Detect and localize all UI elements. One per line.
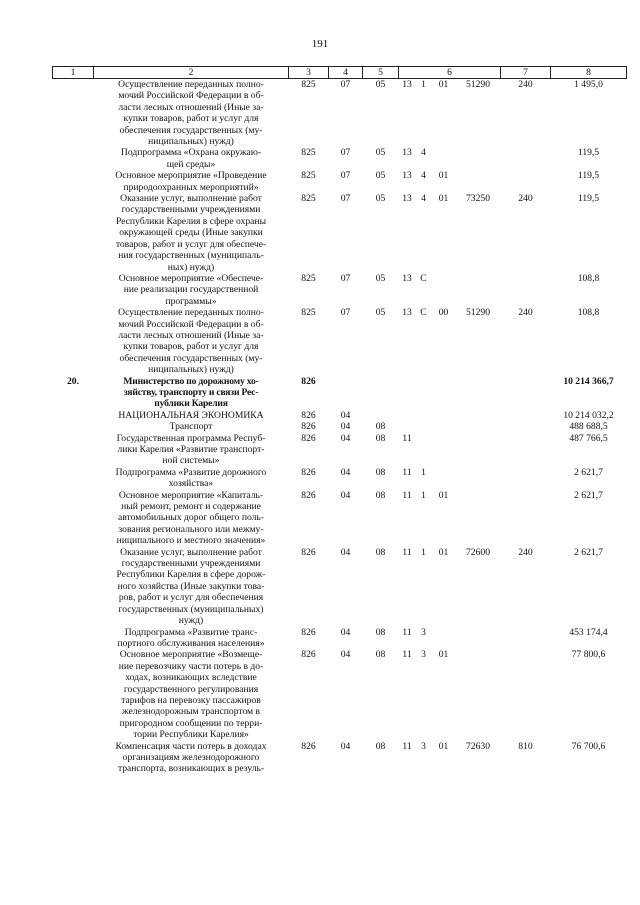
row-number xyxy=(53,627,94,650)
subprogram-code xyxy=(416,433,432,467)
program-code xyxy=(399,421,416,432)
subsection-code: 05 xyxy=(375,170,386,182)
item-name: Министерство по дорожному хо- зяйству, транспорту и связи Рес- публики Карелия xyxy=(123,375,259,410)
page-number: 191 xyxy=(311,38,329,50)
subprogram-code xyxy=(416,376,432,410)
ministry-code: 825 xyxy=(301,193,316,205)
table-row xyxy=(53,170,627,193)
table-row xyxy=(53,273,627,307)
section-code: 07 xyxy=(340,170,351,182)
column-header: 1 xyxy=(53,67,94,79)
amount: 453 174,4 xyxy=(569,626,608,638)
item-name: Подпрограмма «Развитие дорожного хозяйства» xyxy=(115,466,267,490)
measure-code: 01 xyxy=(438,740,449,752)
program-code: 11 xyxy=(402,489,412,501)
column-header: 4 xyxy=(329,67,363,79)
expense-type-code xyxy=(501,490,551,547)
subsection-code: 08 xyxy=(375,626,386,638)
program-code: 11 xyxy=(402,432,412,444)
subsection-code xyxy=(363,410,399,421)
direction-code xyxy=(456,410,501,421)
program-code: 13 xyxy=(402,147,412,159)
direction-code xyxy=(456,433,501,467)
expense-type-code xyxy=(501,627,551,650)
expense-type-code: 810 xyxy=(518,740,533,752)
table-row xyxy=(53,649,627,740)
amount: 119,5 xyxy=(577,170,600,182)
expense-type-code: 240 xyxy=(518,193,533,205)
ministry-code: 826 xyxy=(301,649,316,661)
program-code: 13 xyxy=(402,193,412,205)
subsection-code: 08 xyxy=(375,421,386,433)
subprogram-code: 4 xyxy=(421,147,426,159)
measure-code: 01 xyxy=(438,489,449,501)
measure-code xyxy=(432,421,456,432)
expense-type-code xyxy=(501,467,551,490)
section-code: 07 xyxy=(340,147,351,159)
amount: 10 214 366,7 xyxy=(563,375,614,387)
direction-code xyxy=(456,273,501,307)
expense-type-code: 240 xyxy=(518,307,533,319)
expense-type-code xyxy=(501,170,551,193)
ministry-code: 826 xyxy=(301,466,316,478)
measure-code: 00 xyxy=(438,307,449,319)
table-row xyxy=(53,147,627,170)
direction-code xyxy=(456,421,501,432)
subsection-code: 08 xyxy=(375,489,386,501)
column-header: 2 xyxy=(94,67,289,79)
row-number xyxy=(53,649,94,740)
measure-code xyxy=(432,410,456,421)
subprogram-code xyxy=(416,410,432,421)
row-number xyxy=(53,467,94,490)
amount: 108,8 xyxy=(577,307,600,319)
amount: 2 621,7 xyxy=(574,489,603,501)
expense-type-code xyxy=(501,421,551,432)
ministry-code: 826 xyxy=(301,375,316,387)
measure-code: 01 xyxy=(438,79,449,90)
measure-code: 01 xyxy=(438,193,449,205)
subprogram-code: 1 xyxy=(421,79,426,90)
table-row xyxy=(53,741,627,775)
measure-code: 01 xyxy=(438,649,449,661)
row-number xyxy=(53,79,94,148)
expense-type-code xyxy=(501,433,551,467)
row-number xyxy=(53,410,94,421)
section-code: 04 xyxy=(340,409,351,421)
item-name: Транспорт xyxy=(169,421,213,433)
section-code: 07 xyxy=(340,79,351,90)
subsection-code: 08 xyxy=(375,649,386,661)
table-row xyxy=(53,490,627,547)
direction-code xyxy=(456,467,501,490)
direction-code: 51290 xyxy=(466,307,490,319)
expense-type-code xyxy=(501,410,551,421)
section-code: 04 xyxy=(340,649,351,661)
row-number xyxy=(53,147,94,170)
ministry-code: 826 xyxy=(301,432,316,444)
row-number xyxy=(53,193,94,273)
row-number xyxy=(53,490,94,547)
program-code: 11 xyxy=(402,466,412,478)
item-name: Основное мероприятие «Обеспече- ние реализации государственной программы» xyxy=(118,272,264,307)
section-code: 04 xyxy=(340,626,351,638)
column-header: 3 xyxy=(289,67,329,79)
item-name: Осуществление переданных полно- мочий Российской Федерации в об- ласти лесных отношений (Иные за- купки товаров, работ и услуг для обеспечения государственных (му- ниципальных) нужд) xyxy=(118,307,264,376)
amount: 108,8 xyxy=(577,272,600,284)
subsection-code: 05 xyxy=(375,272,386,284)
program-code: 13 xyxy=(402,170,412,182)
row-number: 20. xyxy=(67,375,79,387)
table-row xyxy=(53,307,627,375)
measure-code xyxy=(432,433,456,467)
table-row xyxy=(53,193,627,273)
item-name: Основное мероприятие «Проведение природоохранных мероприятий» xyxy=(115,170,267,193)
column-header: 5 xyxy=(363,67,399,79)
program-code: 13 xyxy=(402,272,412,284)
item-name: НАЦИОНАЛЬНАЯ ЭКОНОМИКА xyxy=(118,409,264,421)
table-row xyxy=(53,433,627,467)
direction-code: 72630 xyxy=(466,740,490,752)
ministry-code: 825 xyxy=(301,272,316,284)
expense-type-code xyxy=(501,273,551,307)
direction-code: 73250 xyxy=(466,193,490,205)
measure-code xyxy=(432,147,456,170)
budget-table xyxy=(52,66,627,775)
subsection-code xyxy=(363,376,399,410)
subprogram-code: С xyxy=(420,307,427,319)
row-number xyxy=(53,741,94,775)
ministry-code: 825 xyxy=(301,79,316,90)
column-number-row xyxy=(53,67,627,79)
program-code: 13 xyxy=(402,307,412,319)
program-code: 11 xyxy=(402,649,412,661)
section-code: 04 xyxy=(340,489,351,501)
row-number xyxy=(53,170,94,193)
amount: 1 495,0 xyxy=(574,79,603,90)
column-header: 8 xyxy=(551,67,627,79)
row-number xyxy=(53,307,94,375)
amount: 119,5 xyxy=(577,193,600,205)
item-name: Осуществление переданных полно- мочий Российской Федерации в об- ласти лесных отношений (Иные за- купки товаров, работ и услуг для обеспечения государственных (му- ниципальных) нужд) xyxy=(118,79,264,148)
subprogram-code: 1 xyxy=(421,489,426,501)
measure-code xyxy=(432,627,456,650)
item-name: Подпрограмма «Развитие транс- портного обслуживания населения» xyxy=(117,626,265,649)
direction-code: 72600 xyxy=(466,546,490,558)
expense-type-code: 240 xyxy=(518,79,533,90)
item-name: Компенсация части потерь в доходах организациям железнодорожного транспорта, возникающих в резуль- xyxy=(115,740,267,775)
program-code: 11 xyxy=(402,546,412,558)
table-row xyxy=(53,410,627,421)
section-code xyxy=(329,376,363,410)
direction-code xyxy=(456,627,501,650)
row-number xyxy=(53,421,94,432)
direction-code xyxy=(456,376,501,410)
subsection-code: 08 xyxy=(375,546,386,558)
amount: 77 800,6 xyxy=(571,649,606,661)
direction-code xyxy=(456,147,501,170)
measure-code: 01 xyxy=(438,546,449,558)
column-header: 7 xyxy=(501,67,551,79)
subsection-code: 08 xyxy=(375,432,386,444)
table-row xyxy=(53,467,627,490)
section-code: 07 xyxy=(340,307,351,319)
expense-type-code: 240 xyxy=(518,546,533,558)
expense-type-code xyxy=(501,147,551,170)
program-code: 13 xyxy=(402,79,412,90)
subprogram-code: 3 xyxy=(421,626,426,638)
ministry-code: 826 xyxy=(301,626,316,638)
section-code: 07 xyxy=(340,193,351,205)
direction-code xyxy=(456,649,501,740)
amount: 2 621,7 xyxy=(574,546,603,558)
measure-code xyxy=(432,273,456,307)
column-header: 6 xyxy=(399,67,501,79)
ministry-code: 825 xyxy=(301,170,316,182)
expense-type-code xyxy=(501,649,551,740)
item-name: Основное мероприятие «Возмеще- ние перевозчику части потерь в до- ходах, возникающих вследствие государственного регулирования тарифов на перевозку пассажиров железнодорожным транспортом в пригородном сообщении по терри- тории Республики Карелия» xyxy=(118,649,264,741)
subsection-code: 05 xyxy=(375,147,386,159)
subsection-code: 05 xyxy=(375,79,386,90)
ministry-code: 826 xyxy=(301,489,316,501)
item-name: Подпрограмма «Охрана окружаю- щей среды» xyxy=(120,147,262,170)
subprogram-code: 3 xyxy=(421,649,426,661)
amount: 119,5 xyxy=(577,147,600,159)
item-name: Оказание услуг, выполнение работ государственными учреждениями Республики Карелия в сфере охраны окружающей среды (Иные закупки товаров, работ и услуг для обеспече- ния государственных (муниципаль- ных) нужд) xyxy=(115,193,267,273)
ministry-code: 825 xyxy=(301,307,316,319)
subsection-code: 05 xyxy=(375,307,386,319)
amount: 2 621,7 xyxy=(574,466,603,478)
section-code: 04 xyxy=(340,546,351,558)
ministry-code: 826 xyxy=(301,409,316,421)
item-name: Оказание услуг, выполнение работ государственными учреждениями Республики Карелия в сфере дорож- ного хозяйства (Иные закупки това- ров, работ и услуг для обеспечения государственных (муниципальных) нужд) xyxy=(116,546,266,627)
amount: 487 766,5 xyxy=(569,432,608,444)
ministry-code: 826 xyxy=(301,421,316,433)
expense-type-code xyxy=(501,376,551,410)
subprogram-code: 4 xyxy=(421,193,426,205)
table-row xyxy=(53,376,627,410)
table-row xyxy=(53,627,627,650)
section-code: 07 xyxy=(340,272,351,284)
table-row xyxy=(53,421,627,432)
section-code: 04 xyxy=(340,740,351,752)
section-code: 04 xyxy=(340,421,351,433)
row-number xyxy=(53,433,94,467)
subsection-code: 08 xyxy=(375,466,386,478)
measure-code: 01 xyxy=(438,170,449,182)
subsection-code: 08 xyxy=(375,740,386,752)
measure-code xyxy=(432,376,456,410)
direction-code xyxy=(456,490,501,547)
subprogram-code xyxy=(416,421,432,432)
section-code: 04 xyxy=(340,432,351,444)
amount: 76 700,6 xyxy=(571,740,606,752)
subprogram-code: 4 xyxy=(421,170,426,182)
subprogram-code: 3 xyxy=(421,740,426,752)
ministry-code: 826 xyxy=(301,546,316,558)
amount: 10 214 032,2 xyxy=(563,409,614,421)
subprogram-code: С xyxy=(420,272,427,284)
program-code: 11 xyxy=(402,626,412,638)
direction-code xyxy=(456,170,501,193)
subsection-code: 05 xyxy=(375,193,386,205)
subprogram-code: 1 xyxy=(421,546,426,558)
ministry-code: 825 xyxy=(301,147,316,159)
program-code xyxy=(399,376,416,410)
direction-code: 51290 xyxy=(466,79,490,90)
subprogram-code: 1 xyxy=(421,466,426,478)
program-code xyxy=(399,410,416,421)
row-number xyxy=(53,273,94,307)
measure-code xyxy=(432,467,456,490)
row-number xyxy=(53,547,94,627)
table-row xyxy=(53,547,627,627)
item-name: Государственная программа Респуб- лики Карелия «Развитие транспорт- ной системы» xyxy=(116,432,266,467)
section-code: 04 xyxy=(340,466,351,478)
table-row xyxy=(53,79,627,148)
amount: 488 688,5 xyxy=(569,421,608,433)
item-name: Основное мероприятие «Капиталь- ный ремонт, ремонт и содержание автомобильных дорог общего поль- зования регионального или межму- ниципального и местного значения» xyxy=(116,489,266,547)
program-code: 11 xyxy=(402,740,412,752)
ministry-code: 826 xyxy=(301,740,316,752)
